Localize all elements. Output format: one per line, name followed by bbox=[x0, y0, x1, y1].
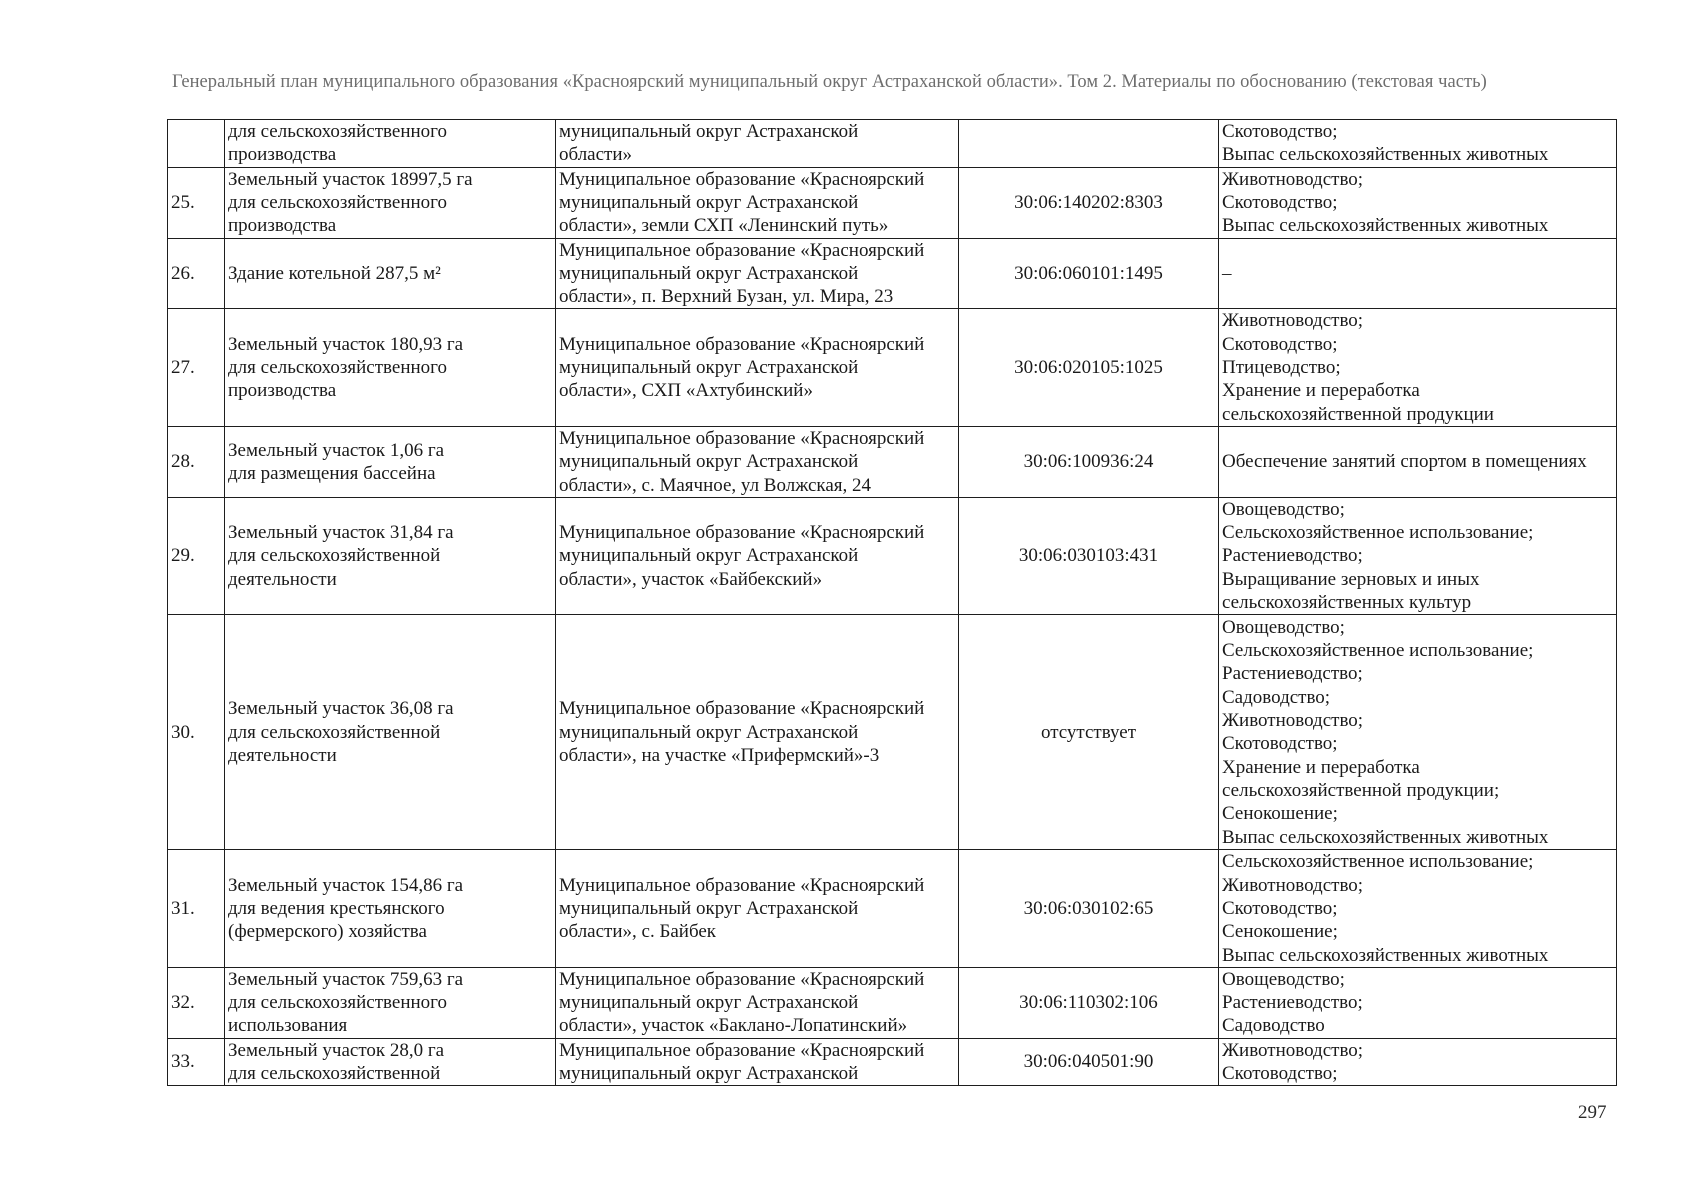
usage-line: сельскохозяйственной продукции; bbox=[1222, 779, 1500, 801]
location-line: муниципальный округ Астраханской bbox=[559, 262, 859, 284]
row-number-cell bbox=[168, 120, 225, 168]
location-line: муниципальный округ Астраханской bbox=[559, 191, 859, 213]
location-line: области», на участке «Прифермский»-3 bbox=[559, 744, 880, 766]
page-header: Генеральный план муниципального образования «Красноярский муниципальный округ Астраханской области». Том 2. Материалы по обоснованию (текстовая часть) bbox=[172, 72, 1487, 92]
usage-line: Растениеводство; bbox=[1222, 992, 1363, 1014]
object-line: производства bbox=[228, 215, 337, 237]
permitted-use-cell bbox=[1219, 1038, 1617, 1086]
object-line: производства bbox=[228, 144, 337, 166]
row-number-cell: 26. bbox=[168, 238, 225, 309]
location-line: муниципальный округ Астраханской bbox=[559, 897, 859, 919]
location-cell bbox=[556, 967, 959, 1038]
page-number: 297 bbox=[1578, 1102, 1607, 1123]
location-line: области», участок «Байбекский» bbox=[559, 568, 823, 590]
location-cell bbox=[556, 850, 959, 967]
table-row bbox=[168, 850, 1617, 967]
object-line: Земельный участок 18997,5 га bbox=[228, 168, 473, 190]
table-row bbox=[168, 1038, 1617, 1086]
object-line: производства bbox=[228, 380, 337, 402]
permitted-use-cell bbox=[1219, 967, 1617, 1038]
location-line: муниципальный округ Астраханской bbox=[559, 357, 859, 379]
usage-line: Скотоводство; bbox=[1222, 1063, 1338, 1085]
object-cell bbox=[225, 238, 556, 309]
table-row bbox=[168, 967, 1617, 1038]
table-row bbox=[168, 120, 1617, 168]
usage-line: Хранение и переработка bbox=[1222, 380, 1420, 402]
object-cell bbox=[225, 426, 556, 497]
object-line: Земельный участок 31,84 га bbox=[228, 522, 454, 544]
usage-line: Скотоводство; bbox=[1222, 121, 1338, 142]
location-line: Муниципальное образование «Красноярский bbox=[559, 968, 925, 990]
location-line: области», с. Байбек bbox=[559, 921, 717, 943]
object-cell bbox=[225, 309, 556, 426]
usage-line: Выпас сельскохозяйственных животных bbox=[1222, 144, 1549, 166]
object-cell bbox=[225, 167, 556, 238]
location-cell bbox=[556, 426, 959, 497]
usage-line: Обеспечение занятий спортом в помещениях bbox=[1222, 451, 1587, 473]
usage-line: Хранение и переработка bbox=[1222, 756, 1420, 778]
cadastral-number-cell bbox=[959, 120, 1219, 168]
object-line: для сельскохозяйственной bbox=[228, 1063, 441, 1085]
usage-line: Птицеводство; bbox=[1222, 357, 1341, 379]
object-line: для ведения крестьянского bbox=[228, 897, 445, 919]
objects-table bbox=[167, 119, 1617, 1086]
usage-line: Выращивание зерновых и иных bbox=[1222, 568, 1480, 590]
location-line: Муниципальное образование «Красноярский bbox=[559, 1039, 925, 1061]
location-line: области», СХП «Ахтубинский» bbox=[559, 380, 813, 402]
location-line: муниципальный округ Астраханской bbox=[559, 721, 859, 743]
location-line: Муниципальное образование «Красноярский bbox=[559, 698, 925, 720]
permitted-use-cell bbox=[1219, 120, 1617, 168]
usage-line: сельскохозяйственной продукции bbox=[1222, 403, 1494, 425]
row-number-cell: 32. bbox=[168, 967, 225, 1038]
usage-line: Сенокошение; bbox=[1222, 921, 1338, 943]
object-line: Земельный участок 1,06 га bbox=[228, 439, 445, 461]
permitted-use-cell bbox=[1219, 615, 1617, 850]
usage-line: Скотоводство; bbox=[1222, 191, 1338, 213]
usage-line: Скотоводство; bbox=[1222, 333, 1338, 355]
usage-line: Сельскохозяйственное использование; bbox=[1222, 851, 1534, 873]
cadastral-number-cell: 30:06:020105:1025 bbox=[959, 309, 1219, 426]
object-cell bbox=[225, 120, 556, 168]
table-body bbox=[168, 120, 1617, 1086]
row-number-cell: 25. bbox=[168, 167, 225, 238]
row-number-cell: 27. bbox=[168, 309, 225, 426]
location-line: Муниципальное образование «Красноярский bbox=[559, 239, 925, 261]
location-cell bbox=[556, 238, 959, 309]
usage-line: Животноводство; bbox=[1222, 710, 1364, 732]
permitted-use-cell bbox=[1219, 497, 1617, 614]
location-line: области», земли СХП «Ленинский путь» bbox=[559, 215, 889, 237]
row-number-cell: 28. bbox=[168, 426, 225, 497]
location-cell bbox=[556, 615, 959, 850]
object-line: для сельскохозяйственной bbox=[228, 721, 441, 743]
location-line: Муниципальное образование «Красноярский bbox=[559, 427, 925, 449]
cadastral-number-cell: 30:06:030103:431 bbox=[959, 497, 1219, 614]
object-cell bbox=[225, 497, 556, 614]
object-line: Здание котельной 287,5 м² bbox=[228, 262, 441, 284]
location-cell bbox=[556, 309, 959, 426]
usage-line: Сельскохозяйственное использование; bbox=[1222, 522, 1534, 544]
object-line: Земельный участок 36,08 га bbox=[228, 698, 454, 720]
permitted-use-cell bbox=[1219, 238, 1617, 309]
row-number-cell: 30. bbox=[168, 615, 225, 850]
usage-line: Выпас сельскохозяйственных животных bbox=[1222, 944, 1549, 966]
object-line: Земельный участок 180,93 га bbox=[228, 333, 464, 355]
cadastral-number-cell: 30:06:100936:24 bbox=[959, 426, 1219, 497]
usage-line: Животноводство; bbox=[1222, 310, 1364, 332]
location-line: Муниципальное образование «Красноярский bbox=[559, 522, 925, 544]
location-cell bbox=[556, 1038, 959, 1086]
table-row bbox=[168, 238, 1617, 309]
location-line: области», с. Маячное, ул Волжская, 24 bbox=[559, 474, 872, 496]
object-line: для сельскохозяйственной bbox=[228, 545, 441, 567]
usage-line: Скотоводство; bbox=[1222, 897, 1338, 919]
object-line: для сельскохозяйственного bbox=[228, 357, 447, 379]
table-row bbox=[168, 615, 1617, 850]
object-line: использования bbox=[228, 1015, 348, 1037]
permitted-use-cell bbox=[1219, 309, 1617, 426]
location-line: Муниципальное образование «Красноярский bbox=[559, 168, 925, 190]
object-cell bbox=[225, 615, 556, 850]
location-line: муниципальный округ Астраханской bbox=[559, 451, 859, 473]
table-row bbox=[168, 426, 1617, 497]
usage-line: Овощеводство; bbox=[1222, 968, 1345, 990]
usage-line: Растениеводство; bbox=[1222, 545, 1363, 567]
object-line: Земельный участок 28,0 га bbox=[228, 1039, 445, 1061]
usage-line: Садоводство; bbox=[1222, 686, 1331, 708]
object-line: для сельскохозяйственного bbox=[228, 121, 447, 142]
table-row bbox=[168, 167, 1617, 238]
location-line: области» bbox=[559, 144, 633, 166]
usage-line: Животноводство; bbox=[1222, 1039, 1364, 1061]
usage-line: Сельскохозяйственное использование; bbox=[1222, 640, 1534, 662]
object-cell bbox=[225, 967, 556, 1038]
usage-line: сельскохозяйственных культур bbox=[1222, 592, 1472, 614]
object-line: для размещения бассейна bbox=[228, 462, 436, 484]
location-line: области», участок «Баклано-Лопатинский» bbox=[559, 1015, 908, 1037]
location-line: муниципальный округ Астраханской bbox=[559, 992, 859, 1014]
object-line: для сельскохозяйственного bbox=[228, 992, 447, 1014]
permitted-use-cell bbox=[1219, 426, 1617, 497]
cadastral-number-cell: 30:06:030102:65 bbox=[959, 850, 1219, 967]
location-cell bbox=[556, 120, 959, 168]
row-number-cell: 29. bbox=[168, 497, 225, 614]
object-line: деятельности bbox=[228, 744, 337, 766]
location-line: Муниципальное образование «Красноярский bbox=[559, 333, 925, 355]
row-number-cell: 33. bbox=[168, 1038, 225, 1086]
usage-line: Выпас сельскохозяйственных животных bbox=[1222, 215, 1549, 237]
permitted-use-cell bbox=[1219, 167, 1617, 238]
location-line: области», п. Верхний Бузан, ул. Мира, 23 bbox=[559, 286, 894, 308]
location-cell bbox=[556, 167, 959, 238]
usage-line: Овощеводство; bbox=[1222, 616, 1345, 638]
location-line: муниципальный округ Астраханской bbox=[559, 1063, 859, 1085]
object-cell bbox=[225, 1038, 556, 1086]
usage-line: Растениеводство; bbox=[1222, 663, 1363, 685]
usage-line: – bbox=[1222, 262, 1232, 284]
usage-line: Животноводство; bbox=[1222, 168, 1364, 190]
usage-line: Сенокошение; bbox=[1222, 803, 1338, 825]
table-row bbox=[168, 309, 1617, 426]
cadastral-number-cell: 30:06:140202:8303 bbox=[959, 167, 1219, 238]
usage-line: Животноводство; bbox=[1222, 874, 1364, 896]
location-line: муниципальный округ Астраханской bbox=[559, 545, 859, 567]
object-cell bbox=[225, 850, 556, 967]
usage-line: Овощеводство; bbox=[1222, 498, 1345, 520]
location-cell bbox=[556, 497, 959, 614]
table-row bbox=[168, 497, 1617, 614]
object-line: Земельный участок 154,86 га bbox=[228, 874, 464, 896]
location-line: муниципальный округ Астраханской bbox=[559, 121, 859, 142]
object-line: Земельный участок 759,63 га bbox=[228, 968, 464, 990]
cadastral-number-cell: 30:06:060101:1495 bbox=[959, 238, 1219, 309]
row-number-cell: 31. bbox=[168, 850, 225, 967]
location-line: Муниципальное образование «Красноярский bbox=[559, 874, 925, 896]
object-line: (фермерского) хозяйства bbox=[228, 921, 427, 943]
usage-line: Садоводство bbox=[1222, 1015, 1325, 1037]
object-line: для сельскохозяйственного bbox=[228, 191, 447, 213]
usage-line: Скотоводство; bbox=[1222, 733, 1338, 755]
permitted-use-cell bbox=[1219, 850, 1617, 967]
cadastral-number-cell: 30:06:040501:90 bbox=[959, 1038, 1219, 1086]
usage-line: Выпас сельскохозяйственных животных bbox=[1222, 826, 1549, 848]
cadastral-number-cell: отсутствует bbox=[959, 615, 1219, 850]
cadastral-number-cell: 30:06:110302:106 bbox=[959, 967, 1219, 1038]
object-line: деятельности bbox=[228, 568, 337, 590]
